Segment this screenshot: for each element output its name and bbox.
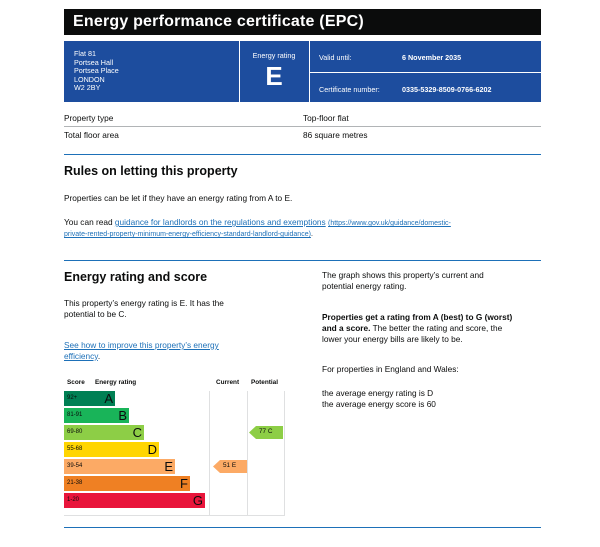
certificate-number-label: Certificate number: xyxy=(319,85,380,94)
current-rating-marker-label: 51 E xyxy=(223,462,237,469)
band-letter: C xyxy=(132,425,142,440)
band-letter: E xyxy=(164,459,173,474)
address-line: Portsea Place xyxy=(74,66,119,76)
section-divider xyxy=(64,154,541,155)
rating-summary-line: potential to be C. xyxy=(64,309,127,319)
rating-band-f xyxy=(64,476,190,491)
band-score-label: 92+ xyxy=(67,395,78,401)
section-divider xyxy=(64,260,541,261)
certificate-summary xyxy=(64,41,541,102)
address-line: Portsea Hall xyxy=(74,57,114,67)
graph-explanation-line: potential energy rating. xyxy=(322,281,407,291)
improve-link-block xyxy=(64,340,219,362)
chart-gridline xyxy=(209,391,210,516)
rating-explanation-bold: and a score. xyxy=(322,323,371,333)
guidance-url[interactable]: (https://www.gov.uk/guidance/domestic- xyxy=(328,220,451,227)
property-type-label: Property type xyxy=(64,113,114,123)
chart-gridline xyxy=(284,391,285,516)
chart-gridline xyxy=(64,515,285,516)
improve-efficiency-link[interactable]: efficiency xyxy=(64,351,98,361)
current-rating-marker xyxy=(213,460,247,473)
band-score-label: 81-91 xyxy=(67,412,83,418)
address-line: Flat 81 xyxy=(74,49,96,58)
rating-explanation xyxy=(322,312,512,345)
band-score-label: 55-68 xyxy=(67,446,83,452)
guidance-suffix: . xyxy=(310,231,313,238)
chart-gridline xyxy=(247,391,248,516)
potential-rating-marker xyxy=(249,426,283,439)
floor-area-value: 86 square metres xyxy=(303,130,368,140)
letting-heading: Rules on letting this property xyxy=(64,164,238,178)
rating-band-g xyxy=(64,493,205,508)
rating-summary-line: This property’s energy rating is E. It has the xyxy=(64,298,224,308)
property-address xyxy=(74,50,119,93)
region-note: For properties in England and Wales: xyxy=(322,364,459,374)
guidance-text: You can read xyxy=(64,217,115,227)
page-title: Energy performance certificate (EPC) xyxy=(64,9,541,35)
band-score-label: 69-80 xyxy=(67,429,83,435)
link-suffix: . xyxy=(97,351,101,361)
band-letter: F xyxy=(180,476,188,491)
floor-area-label: Total floor area xyxy=(64,130,119,140)
average-score-line: the average energy score is 60 xyxy=(322,399,436,409)
band-score-label: 1-20 xyxy=(67,497,80,503)
graph-explanation xyxy=(322,270,484,292)
chart-header-potential: Potential xyxy=(251,379,278,386)
rating-band-d xyxy=(64,442,159,457)
address-line: W2 2BY xyxy=(74,83,101,93)
band-letter: D xyxy=(147,442,157,457)
address-line: LONDON xyxy=(74,74,105,84)
divider xyxy=(64,126,541,127)
rating-band-c xyxy=(64,425,144,440)
divider xyxy=(309,72,541,73)
graph-explanation-line: The graph shows this property’s current and xyxy=(322,270,484,280)
energy-rating-label: Energy rating xyxy=(252,51,296,60)
band-score-label: 39-54 xyxy=(67,463,83,469)
average-rating xyxy=(322,388,436,410)
average-rating-line: the average energy rating is D xyxy=(322,388,434,398)
band-letter: G xyxy=(192,493,203,508)
band-letter: A xyxy=(104,391,113,406)
band-score-label: 21-38 xyxy=(67,480,83,486)
valid-until-label: Valid until: xyxy=(319,53,352,62)
rating-band-e xyxy=(64,459,175,474)
energy-rating-chart xyxy=(64,379,285,516)
guidance-url[interactable]: private-rented-property-minimum-energy-efficiency-standard-landlord-guidance) xyxy=(64,231,311,238)
energy-rating-letter: E xyxy=(265,61,283,91)
rating-band-a xyxy=(64,391,115,406)
certificate-number-value: 0335-5329-8509-0766-6202 xyxy=(402,85,492,94)
valid-until-value: 6 November 2035 xyxy=(402,53,462,62)
chart-header-rating: Energy rating xyxy=(95,379,137,386)
section-divider xyxy=(64,527,541,528)
guidance-paragraph-cont xyxy=(64,228,313,240)
rating-heading: Energy rating and score xyxy=(64,270,208,284)
guidance-link[interactable]: guidance for landlords on the regulations and exemptions xyxy=(114,217,326,227)
property-type-value: Top-floor flat xyxy=(303,113,349,123)
rating-explanation-text: lower your energy bills are likely to be. xyxy=(322,334,463,344)
chart-header-score: Score xyxy=(67,379,85,386)
rating-explanation-text: The better the rating and score, the xyxy=(370,323,503,333)
chart-header-current: Current xyxy=(216,379,240,386)
improve-efficiency-link[interactable]: See how to improve this property’s energy xyxy=(64,340,219,350)
rating-explanation-bold: Properties get a rating from A (best) to G (worst) xyxy=(322,312,513,322)
band-letter: B xyxy=(118,408,127,423)
rating-summary xyxy=(64,298,224,320)
rating-band-b xyxy=(64,408,129,423)
letting-paragraph: Properties can be let if they have an energy rating from A to E. xyxy=(64,193,293,203)
potential-rating-marker-label: 77 C xyxy=(259,428,273,435)
